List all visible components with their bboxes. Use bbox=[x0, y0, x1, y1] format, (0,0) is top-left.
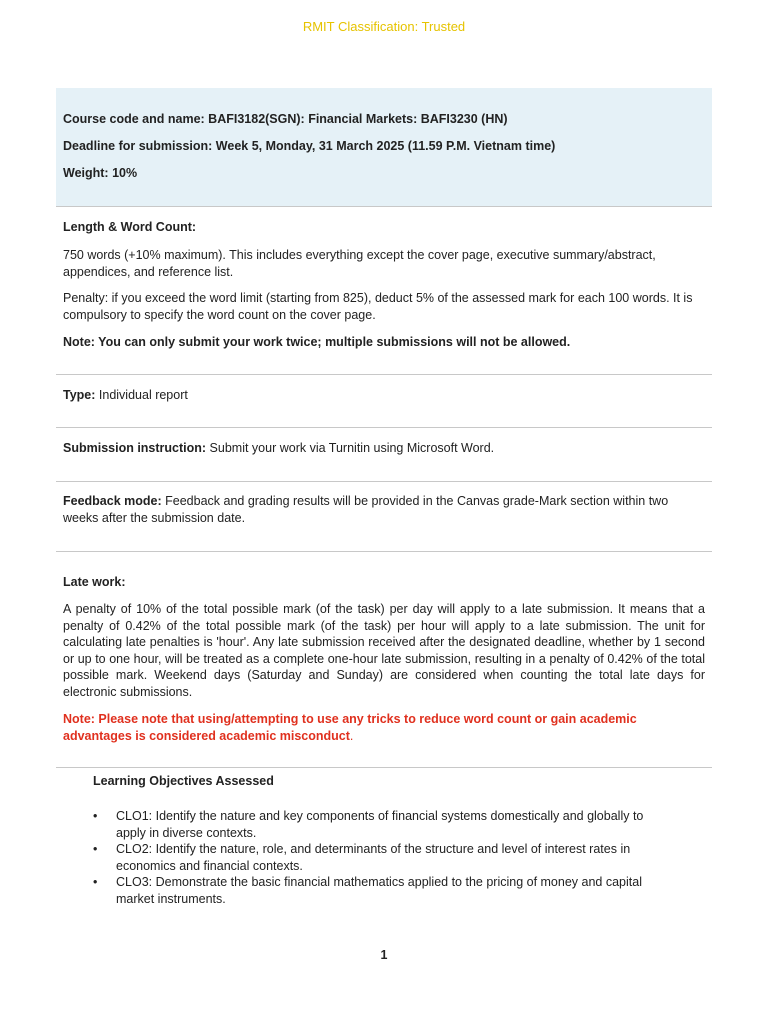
divider bbox=[56, 374, 712, 375]
length-heading: Length & Word Count: bbox=[63, 220, 197, 234]
misconduct-note-period: . bbox=[349, 728, 354, 743]
type-label: Type: bbox=[63, 388, 96, 402]
late-work-heading: Late work: bbox=[63, 575, 126, 589]
submission-value: Submit your work via Turnitin using Microsoft Word. bbox=[209, 441, 495, 455]
submission-limit-note: Note: You can only submit your work twice; multiple submissions will not be allowed. bbox=[63, 335, 571, 349]
type-value: Individual report bbox=[98, 388, 188, 402]
misconduct-note-text: Note: Please note that using/attempting to use any tricks to reduce word count or gain academic advantages is considered academic misconduct bbox=[63, 712, 637, 743]
word-count-text: 750 words (+10% maximum). This includes everything except the cover page, executive summary/abstract, appendices, and reference list. bbox=[63, 248, 656, 279]
assessment-header bbox=[56, 88, 712, 207]
course-code-name: Course code and name: BAFI3182(SGN): Financial Markets: BAFI3230 (HN) bbox=[63, 112, 508, 126]
weight: Weight: 10% bbox=[63, 166, 138, 180]
divider bbox=[56, 481, 712, 482]
learning-objectives-list bbox=[93, 808, 673, 907]
submission-row bbox=[63, 440, 705, 457]
divider bbox=[56, 427, 712, 428]
feedback-row bbox=[63, 493, 705, 526]
type-row bbox=[63, 387, 705, 404]
clo3-text: CLO3: Demonstrate the basic financial mathematics applied to the pricing of money and capital market instruments. bbox=[116, 875, 642, 906]
clo2-text: CLO2: Identify the nature, role, and determinants of the structure and level of interest rates in economics and financial contexts. bbox=[116, 842, 631, 873]
page-number: 1 bbox=[380, 948, 388, 962]
clo1-text: CLO1: Identify the nature and key components of financial systems domestically and globally to apply in diverse contexts. bbox=[116, 809, 644, 840]
divider bbox=[56, 767, 712, 768]
misconduct-note bbox=[63, 711, 705, 744]
submission-label: Submission instruction: bbox=[63, 441, 207, 455]
list-item bbox=[93, 808, 673, 841]
late-work-text: A penalty of 10% of the total possible mark (of the task) per day will apply to a late submission. It means that a penalty of 0.42% of the total possible mark (of the task) per hour will apply to a late submission. The unit for calculating late penalties is 'hour'. Any late submission received after the designated deadline, whether by 1 second or up to one hour, will be treated as a complete one-hour late submission, resulting in a penalty of 0.42% of the total possible mark. Weekend days (Saturday and Sunday) are considered when counting the total late days for electronic submissions. bbox=[63, 602, 705, 699]
deadline: Deadline for submission: Week 5, Monday, 31 March 2025 (11.59 P.M. Vietnam time) bbox=[63, 139, 556, 153]
list-item bbox=[93, 874, 673, 907]
bullet-icon: • bbox=[93, 809, 98, 823]
classification-label: RMIT Classification: Trusted bbox=[302, 19, 466, 34]
list-item bbox=[93, 841, 673, 874]
bullet-icon: • bbox=[93, 842, 98, 856]
learning-objectives-heading: Learning Objectives Assessed bbox=[93, 774, 274, 788]
feedback-label: Feedback mode: bbox=[63, 494, 162, 508]
divider bbox=[56, 551, 712, 552]
bullet-icon: • bbox=[93, 875, 98, 889]
feedback-value: Feedback and grading results will be provided in the Canvas grade-Mark section within two weeks after the submission date. bbox=[63, 494, 669, 525]
word-penalty-text: Penalty: if you exceed the word limit (starting from 825), deduct 5% of the assessed mark for each 100 words. It is compulsory to specify the word count on the cover page. bbox=[63, 291, 693, 322]
